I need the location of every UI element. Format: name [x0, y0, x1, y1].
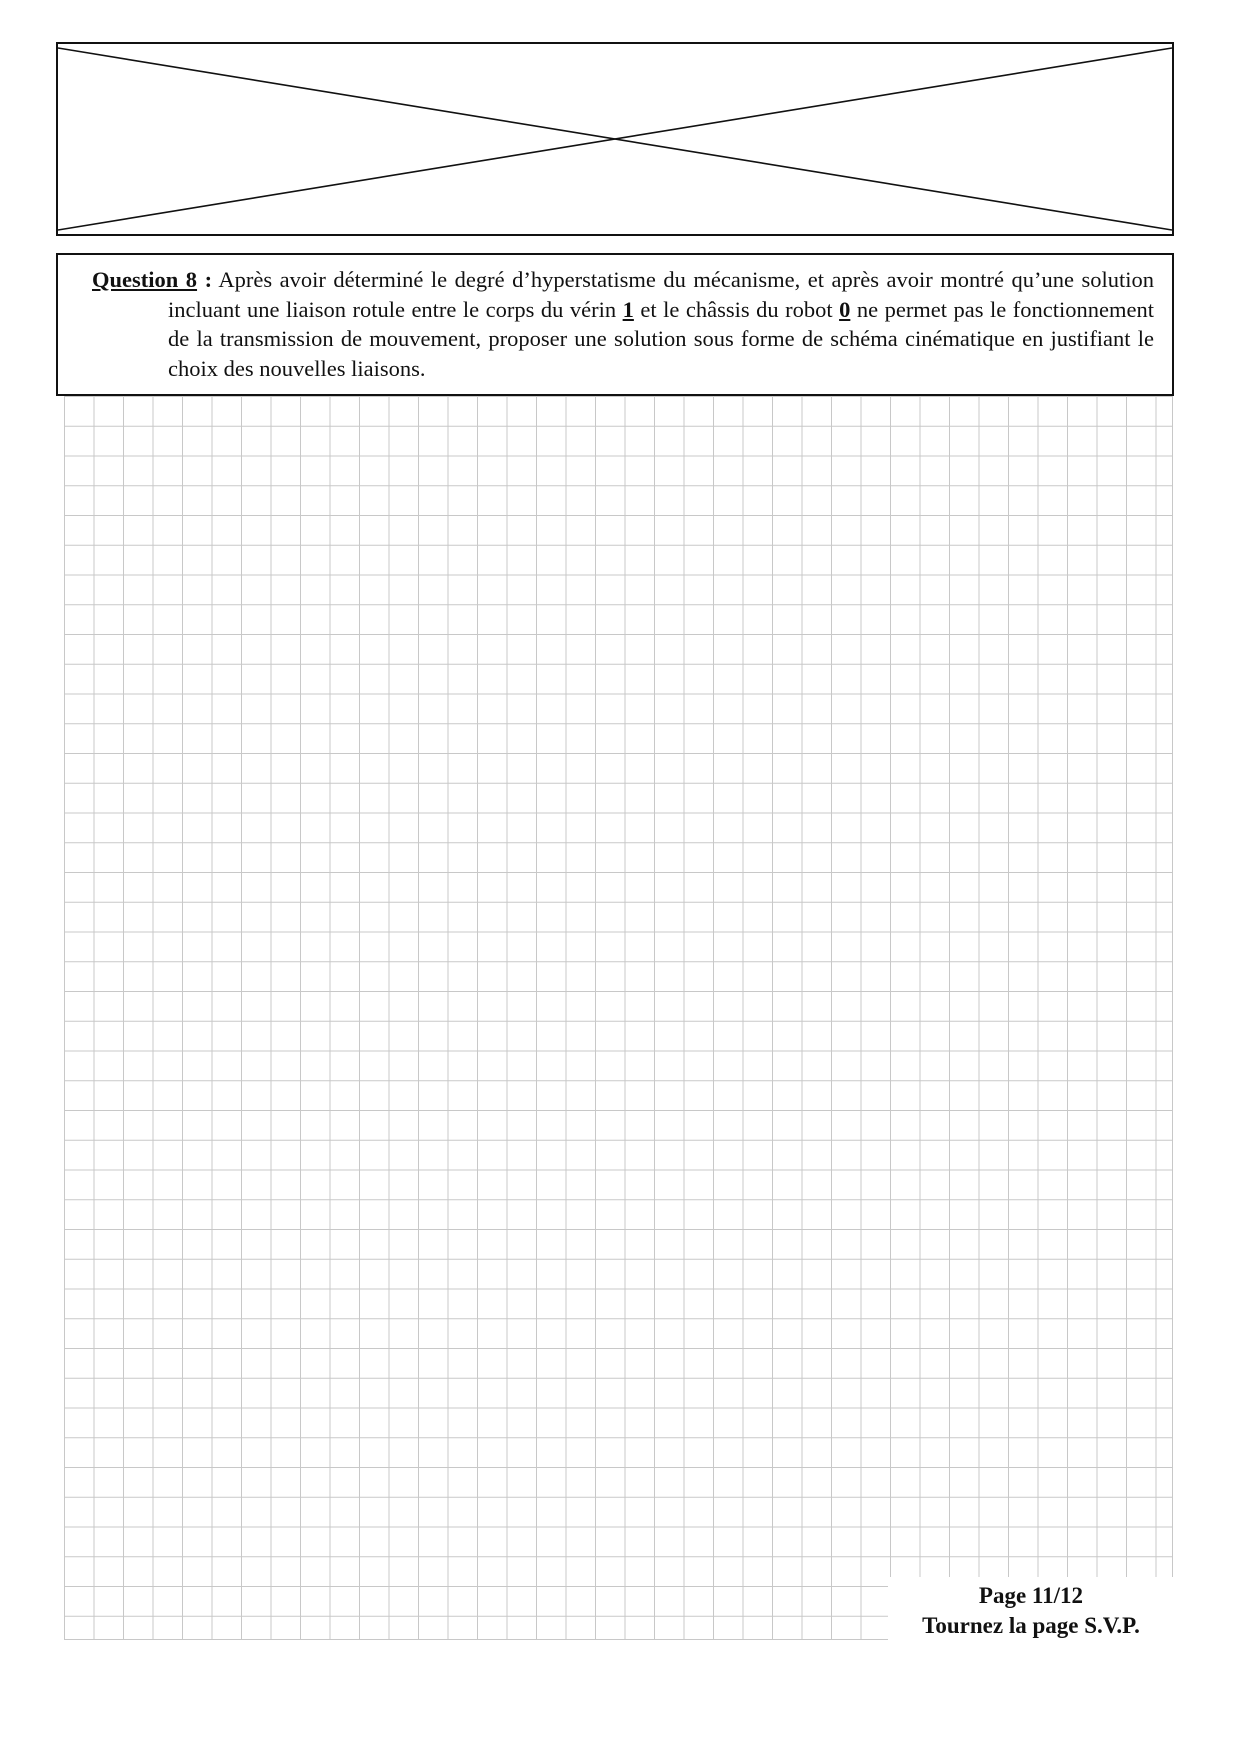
answer-grid[interactable] [64, 396, 1173, 1640]
cross-lines [58, 44, 1172, 234]
question-colon: : [204, 267, 213, 292]
question-label: Question 8 [92, 267, 198, 292]
crossed-out-header-box [56, 42, 1174, 236]
part-number-1: 1 [622, 296, 634, 322]
question-text-part2: et le châssis du robot [640, 296, 833, 322]
question-8-box [56, 253, 1174, 396]
page-number: Page 11/12 [978, 1583, 1084, 1608]
question-text-part3: ne permet pas le fonctionnement de la transmission de mouvement, proposer une solution sous forme de schéma cinématique en justifiant le choix des nouvelles liaisons. [168, 296, 1154, 381]
part-number-0: 0 [839, 296, 851, 322]
page-footer [888, 1577, 1174, 1647]
question-text-part1: Après avoir déterminé le degré d’hyperstatisme du mécanisme, et après avoir montré qu’une solution incluant une liaison rotule entre le corps du vérin [168, 267, 1155, 322]
turn-page-note: Tournez la page S.V.P. [922, 1613, 1140, 1638]
question-text [92, 265, 1154, 383]
